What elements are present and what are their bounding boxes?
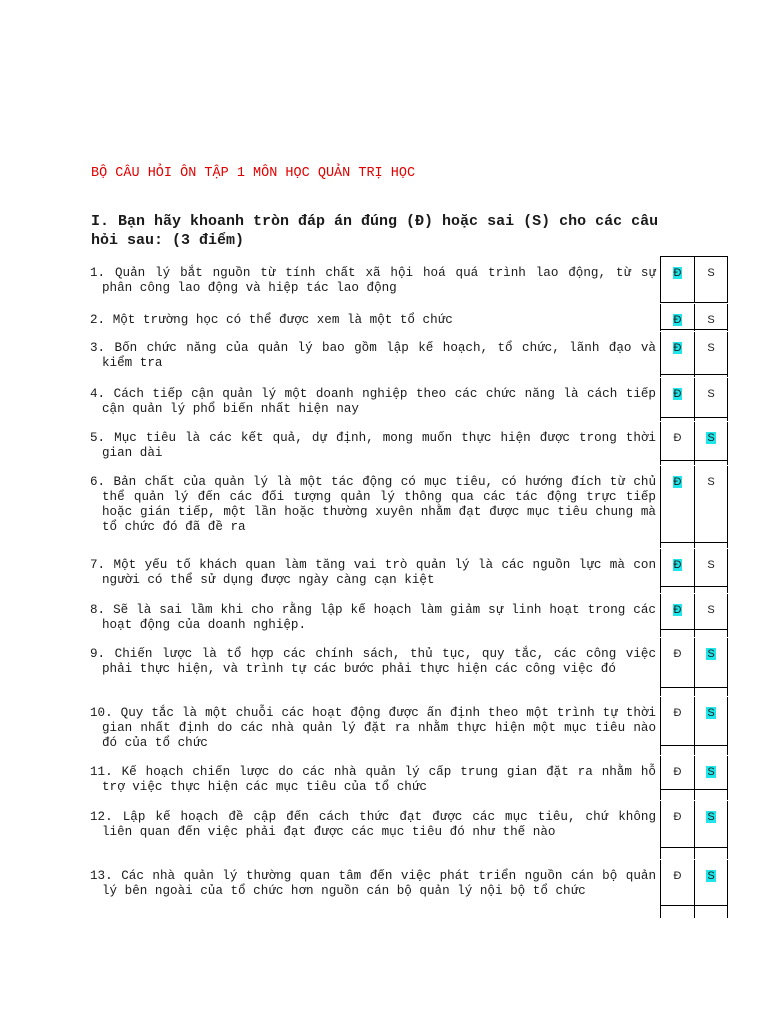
question-row: [88, 800, 728, 859]
question-body: Các nhà quản lý thường quan tâm đến việc phát triển nguồn cán bộ quản lý bên ngoài của tổ chức hơn nguồn cán bộ quản lý nội bộ tổ chức: [102, 869, 656, 898]
question-text: [88, 801, 660, 859]
answer-false-cell[interactable]: [694, 697, 728, 755]
question-text: [88, 378, 660, 421]
question-body: Sẽ là sai lầm khi cho rằng lập kế hoạch làm giảm sự linh hoạt trong các hoạt động của doanh nghiệp.: [102, 603, 656, 632]
answer-true-option[interactable]: Đ: [673, 766, 682, 778]
question-number: 7.: [90, 558, 106, 572]
question-row: [88, 331, 728, 377]
question-text: [88, 638, 660, 696]
answer-false-option[interactable]: S: [707, 604, 715, 616]
question-number: 5.: [90, 431, 106, 445]
row-divider: [660, 374, 728, 375]
answer-false-cell[interactable]: [694, 304, 728, 331]
answer-true-cell[interactable]: [660, 756, 694, 800]
answer-false-option[interactable]: S: [707, 342, 715, 354]
answer-false-cell[interactable]: [694, 801, 728, 859]
answer-false-option[interactable]: S: [707, 267, 715, 279]
row-divider: [660, 542, 728, 543]
row-divider: [660, 302, 728, 303]
question-body: Kế hoạch chiến lược do các nhà quản lý cấp trung gian đặt ra nhằm hỗ trợ việc thực hiện các mục tiêu của tổ chức: [102, 765, 656, 794]
answer-true-option[interactable]: Đ: [673, 707, 682, 719]
answer-true-cell[interactable]: [660, 304, 694, 331]
answer-false-option-selected[interactable]: S: [707, 766, 715, 778]
answer-false-cell[interactable]: [694, 756, 728, 800]
answer-true-option-selected[interactable]: Đ: [673, 604, 682, 616]
question-number: 8.: [90, 603, 106, 617]
answer-false-cell[interactable]: [694, 594, 728, 637]
answer-true-cell[interactable]: [660, 257, 694, 303]
answer-true-cell[interactable]: [660, 697, 694, 755]
answer-true-cell[interactable]: [660, 332, 694, 377]
question-text: [88, 549, 660, 593]
question-body: Mục tiêu là các kết quả, dự định, mong muốn thực hiện được trong thời gian dài: [102, 431, 656, 460]
answer-false-option[interactable]: S: [707, 314, 715, 326]
question-row: [88, 303, 728, 331]
answer-true-option-selected[interactable]: Đ: [673, 559, 682, 571]
answer-true-cell[interactable]: [660, 422, 694, 465]
answer-true-cell[interactable]: [660, 594, 694, 637]
question-number: 3.: [90, 341, 106, 355]
question-row: [88, 377, 728, 421]
section-heading: I. Bạn hãy khoanh tròn đáp án đúng (Đ) hoặc sai (S) cho các câu hỏi sau: (3 điểm): [91, 213, 659, 249]
question-table: [88, 256, 728, 918]
row-divider: [660, 687, 728, 688]
answer-false-cell[interactable]: [694, 257, 728, 303]
question-row: [88, 256, 728, 303]
question-body: Lập kế hoạch đề cập đến cách thức đạt được các mục tiêu, chứ không liên quan đến việc phải đạt được các mục tiêu đó như thế nào: [102, 810, 657, 839]
answer-false-option-selected[interactable]: S: [707, 432, 715, 444]
question-number: 11.: [90, 765, 113, 779]
question-body: Quy tắc là một chuỗi các hoạt động được ấn định theo một trình tự thời gian nhất định do các nhà quản lý đặt ra nhằm thực hiện một mục tiêu nào đó của tổ chức: [102, 706, 656, 750]
question-text: [88, 756, 660, 800]
document-title: BỘ CÂU HỎI ÔN TẬP 1 MÔN HỌC QUẢN TRỊ HỌC: [91, 166, 416, 181]
answer-true-option[interactable]: Đ: [673, 648, 682, 660]
answer-true-option-selected[interactable]: Đ: [673, 388, 682, 400]
answer-false-option-selected[interactable]: S: [707, 870, 715, 882]
answer-false-option[interactable]: S: [707, 476, 715, 488]
answer-false-option-selected[interactable]: S: [707, 811, 715, 823]
question-number: 9.: [90, 647, 106, 661]
question-text: [88, 466, 660, 548]
table-bottom-border: [660, 905, 728, 906]
answer-true-cell[interactable]: [660, 466, 694, 548]
question-number: 10.: [90, 706, 113, 720]
row-divider: [660, 789, 728, 790]
answer-false-option[interactable]: S: [707, 559, 715, 571]
question-number: 4.: [90, 387, 106, 401]
question-body: Một trường học có thể được xem là một tổ chức: [112, 313, 453, 327]
question-row: [88, 696, 728, 755]
question-text: [88, 422, 660, 465]
answer-true-option-selected[interactable]: Đ: [673, 267, 682, 279]
question-row: [88, 548, 728, 593]
answer-true-option-selected[interactable]: Đ: [673, 342, 682, 354]
question-row: [88, 593, 728, 637]
answer-false-option-selected[interactable]: S: [707, 707, 715, 719]
row-divider: [660, 847, 728, 848]
row-divider: [660, 586, 728, 587]
answer-false-option-selected[interactable]: S: [707, 648, 715, 660]
question-body: Quản lý bắt nguồn từ tính chất xã hội hoá quá trình lao động, từ sự phân công lao động và hiệp tác lao động: [102, 266, 656, 295]
answer-false-cell[interactable]: [694, 332, 728, 377]
question-number: 12.: [90, 810, 113, 824]
question-body: Chiến lược là tổ hợp các chính sách, thủ tục, quy tắc, các công việc phải thực hiện, và trình tự các bước phải thực hiện các công việc đó: [102, 647, 656, 676]
answer-true-option-selected[interactable]: Đ: [673, 476, 682, 488]
answer-false-cell[interactable]: [694, 860, 728, 918]
question-body: Bản chất của quản lý là một tác động có mục tiêu, có hướng đích từ chủ thể quản lý đến các đối tượng quản lý thông qua các tác động trực tiếp hoặc gián tiếp, một lần hoặc thường xuyên nhằm đạt được mục tiêu chung mà tổ chức đó đã đề ra: [102, 475, 656, 534]
question-body: Bốn chức năng của quản lý bao gồm lập kế hoạch, tổ chức, lãnh đạo và kiểm tra: [102, 341, 656, 370]
answer-false-cell[interactable]: [694, 378, 728, 421]
answer-true-option-selected[interactable]: Đ: [673, 314, 682, 326]
answer-true-option[interactable]: Đ: [673, 432, 682, 444]
question-row: [88, 637, 728, 696]
question-number: 13.: [90, 869, 113, 883]
question-number: 2.: [90, 313, 106, 327]
row-divider: [660, 256, 728, 257]
question-text: [88, 332, 660, 377]
row-divider: [660, 745, 728, 746]
question-number: 6.: [90, 475, 106, 489]
row-divider: [660, 417, 728, 418]
question-text: [88, 257, 660, 303]
answer-false-option[interactable]: S: [707, 388, 715, 400]
row-divider: [660, 329, 728, 330]
answer-false-cell[interactable]: [694, 422, 728, 465]
question-row: [88, 859, 728, 918]
question-number: 1.: [90, 266, 106, 280]
answer-false-cell[interactable]: [694, 466, 728, 548]
question-row: [88, 755, 728, 800]
question-row: [88, 465, 728, 548]
question-body: Một yếu tố khách quan làm tăng vai trò quản lý là các nguồn lực mà con người có thể sử dụng được ngày càng cạn kiệt: [102, 558, 656, 587]
answer-true-cell[interactable]: [660, 801, 694, 859]
question-text: [88, 304, 660, 331]
row-divider: [660, 460, 728, 461]
row-divider: [660, 629, 728, 630]
answer-true-cell[interactable]: [660, 860, 694, 918]
answer-true-option[interactable]: Đ: [673, 870, 682, 882]
question-row: [88, 421, 728, 465]
question-text: [88, 860, 660, 918]
answer-true-option[interactable]: Đ: [673, 811, 682, 823]
answer-true-cell[interactable]: [660, 378, 694, 421]
question-body: Cách tiếp cận quản lý một doanh nghiệp theo các chức năng là cách tiếp cận quản lý phổ biến nhất hiện nay: [102, 387, 656, 416]
question-text: [88, 697, 660, 755]
question-text: [88, 594, 660, 637]
